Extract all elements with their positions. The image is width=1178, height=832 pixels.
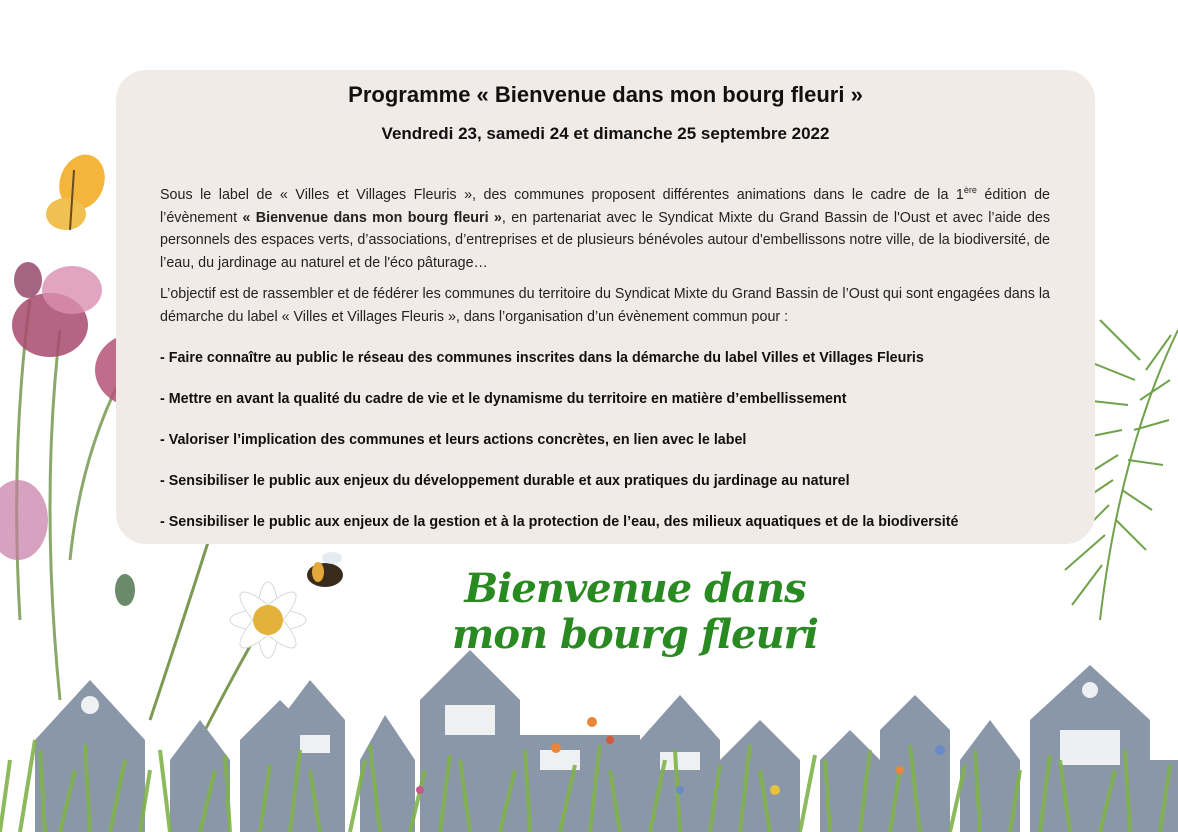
bee-illustration [307, 552, 343, 587]
objective-item: - Sensibiliser le public aux enjeux de la gestion et à la protection de l’eau, des milieux aquatiques et de la biodiversité [160, 514, 959, 530]
objective-item: - Sensibiliser le public aux enjeux du développement durable et aux pratiques du jardinage au naturel [160, 473, 850, 489]
event-name-bold: « Bienvenue dans mon bourg fleuri » [242, 209, 502, 226]
objective-item: - Mettre en avant la qualité du cadre de vie et le dynamisme du territoire en matière d’embellissement [160, 391, 847, 407]
butterfly-illustration [46, 148, 112, 230]
page-title: Programme « Bienvenue dans mon bourg fleuri » [348, 82, 863, 107]
intro-paragraph-2: L’objectif est de rassembler et de fédérer les communes du territoire du Syndicat Mixte du Grand Bassin de l’Oust qui sont engagées dans la démarche du label « Villes et Villages Fleuris », dans l’organisation d’un évènement commun pour : [160, 286, 1050, 325]
objectives-list [160, 347, 1060, 552]
logo-line-1: Bienvenue dans [464, 565, 806, 612]
event-dates: Vendredi 23, samedi 24 et dimanche 25 septembre 2022 [381, 124, 830, 143]
logo-line-2: mon bourg fleuri [452, 611, 818, 658]
objective-item: - Valoriser l’implication des communes et leurs actions concrètes, en lien avec le label [160, 432, 747, 448]
intro-text [160, 184, 1050, 337]
event-logo-text [440, 566, 830, 658]
objective-item: - Faire connaître au public le réseau des communes inscrites dans la démarche du label Villes et Villages Fleuris [160, 350, 924, 366]
intro-paragraph-1: Sous le label de « Villes et Villages Fleuris », des communes proposent différentes animations dans le cadre de la 1ère édition de l’évènement « Bienvenue dans mon bourg fleuri », en partenariat avec le Syndicat Mixte du Grand Bassin de l'Oust et avec l’aide des personnels des espaces verts, d’associations, d’entreprises et de plusieurs bénévoles autour d'embellissons notre ville, de la biodiversité, de l’eau, du jardinage au naturel et de l'éco pâturage… [160, 185, 1051, 271]
